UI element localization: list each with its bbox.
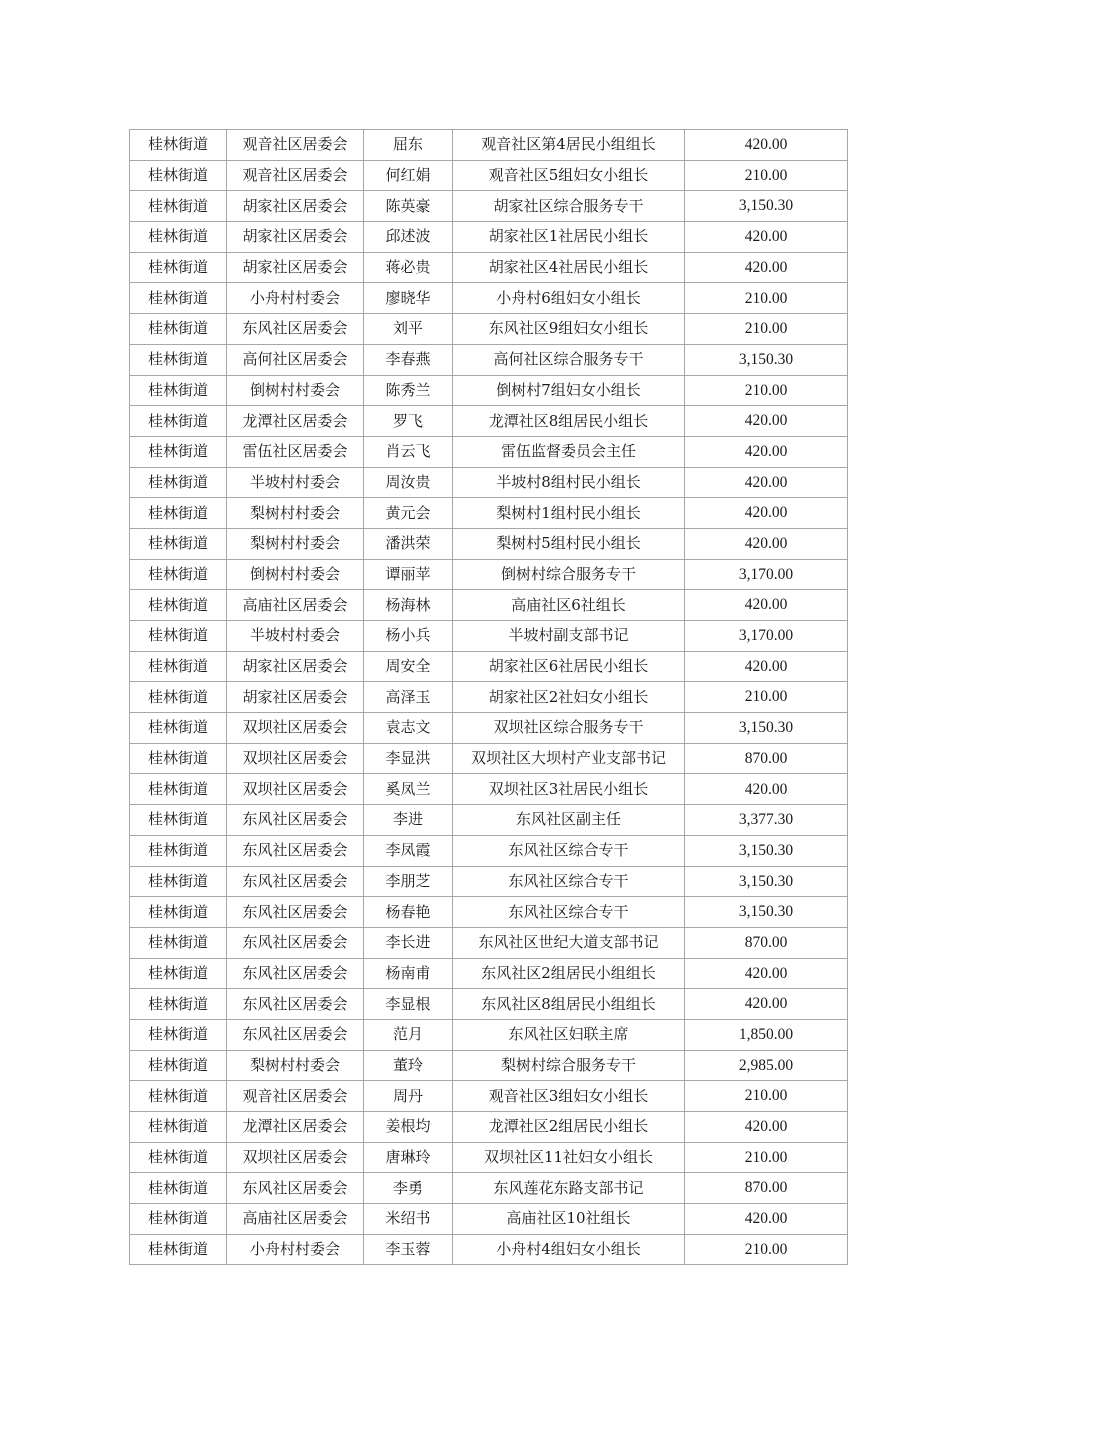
name-cell: 谭丽苹 — [364, 559, 453, 590]
street-cell: 桂林街道 — [130, 498, 227, 529]
position-cell: 观音社区第4居民小组组长 — [453, 130, 685, 161]
amount-cell: 3,150.30 — [685, 897, 848, 928]
amount-cell: 420.00 — [685, 528, 848, 559]
position-cell: 雷伍监督委员会主任 — [453, 436, 685, 467]
position-cell: 高何社区综合服务专干 — [453, 344, 685, 375]
position-cell: 龙潭社区2组居民小组长 — [453, 1112, 685, 1143]
table-row — [130, 590, 848, 621]
table-row — [130, 866, 848, 897]
table-row — [130, 283, 848, 314]
position-cell: 梨树村1组村民小组长 — [453, 498, 685, 529]
name-cell: 潘洪荣 — [364, 528, 453, 559]
street-cell: 桂林街道 — [130, 621, 227, 652]
table-row — [130, 927, 848, 958]
street-cell: 桂林街道 — [130, 252, 227, 283]
position-cell: 龙潭社区8组居民小组长 — [453, 406, 685, 437]
amount-cell: 3,150.30 — [685, 835, 848, 866]
street-cell: 桂林街道 — [130, 314, 227, 345]
name-cell: 李长进 — [364, 927, 453, 958]
position-cell: 梨树村综合服务专干 — [453, 1050, 685, 1081]
street-cell: 桂林街道 — [130, 375, 227, 406]
committee-cell: 胡家社区居委会 — [227, 682, 364, 713]
name-cell: 李显根 — [364, 989, 453, 1020]
amount-cell: 870.00 — [685, 743, 848, 774]
name-cell: 杨海林 — [364, 590, 453, 621]
name-cell: 李凤霞 — [364, 835, 453, 866]
name-cell: 李春燕 — [364, 344, 453, 375]
name-cell: 李进 — [364, 805, 453, 836]
position-cell: 观音社区5组妇女小组长 — [453, 160, 685, 191]
name-cell: 廖晓华 — [364, 283, 453, 314]
amount-cell: 210.00 — [685, 1234, 848, 1265]
amount-cell: 420.00 — [685, 1112, 848, 1143]
street-cell: 桂林街道 — [130, 1112, 227, 1143]
committee-cell: 东风社区居委会 — [227, 314, 364, 345]
position-cell: 胡家社区4社居民小组长 — [453, 252, 685, 283]
table-row — [130, 467, 848, 498]
street-cell: 桂林街道 — [130, 1173, 227, 1204]
table-row — [130, 1112, 848, 1143]
committee-cell: 高庙社区居委会 — [227, 1204, 364, 1235]
amount-cell: 3,150.30 — [685, 344, 848, 375]
street-cell: 桂林街道 — [130, 130, 227, 161]
amount-cell: 870.00 — [685, 1173, 848, 1204]
name-cell: 何红娟 — [364, 160, 453, 191]
table-row — [130, 375, 848, 406]
name-cell: 屈东 — [364, 130, 453, 161]
name-cell: 董玲 — [364, 1050, 453, 1081]
street-cell: 桂林街道 — [130, 958, 227, 989]
position-cell: 双坝社区综合服务专干 — [453, 713, 685, 744]
position-cell: 胡家社区综合服务专干 — [453, 191, 685, 222]
position-cell: 小舟村4组妇女小组长 — [453, 1234, 685, 1265]
name-cell: 范月 — [364, 1019, 453, 1050]
amount-cell: 210.00 — [685, 682, 848, 713]
committee-cell: 东风社区居委会 — [227, 1019, 364, 1050]
committee-cell: 高庙社区居委会 — [227, 590, 364, 621]
table-row — [130, 989, 848, 1020]
position-cell: 倒树村7组妇女小组长 — [453, 375, 685, 406]
position-cell: 东风社区综合专干 — [453, 835, 685, 866]
amount-cell: 870.00 — [685, 927, 848, 958]
table-row — [130, 835, 848, 866]
street-cell: 桂林街道 — [130, 774, 227, 805]
street-cell: 桂林街道 — [130, 713, 227, 744]
amount-cell: 420.00 — [685, 590, 848, 621]
amount-cell: 420.00 — [685, 989, 848, 1020]
committee-cell: 倒树村村委会 — [227, 375, 364, 406]
street-cell: 桂林街道 — [130, 927, 227, 958]
table-row — [130, 436, 848, 467]
amount-cell: 420.00 — [685, 498, 848, 529]
name-cell: 蒋必贵 — [364, 252, 453, 283]
table-row — [130, 1204, 848, 1235]
street-cell: 桂林街道 — [130, 191, 227, 222]
name-cell: 周安全 — [364, 651, 453, 682]
name-cell: 唐琳玲 — [364, 1142, 453, 1173]
amount-cell: 420.00 — [685, 406, 848, 437]
table-row — [130, 160, 848, 191]
position-cell: 胡家社区2社妇女小组长 — [453, 682, 685, 713]
name-cell: 陈秀兰 — [364, 375, 453, 406]
committee-cell: 东风社区居委会 — [227, 805, 364, 836]
street-cell: 桂林街道 — [130, 866, 227, 897]
table-row — [130, 805, 848, 836]
name-cell: 袁志文 — [364, 713, 453, 744]
committee-cell: 小舟村村委会 — [227, 1234, 364, 1265]
committee-cell: 高何社区居委会 — [227, 344, 364, 375]
position-cell: 胡家社区6社居民小组长 — [453, 651, 685, 682]
position-cell: 东风社区9组妇女小组长 — [453, 314, 685, 345]
name-cell: 奚凤兰 — [364, 774, 453, 805]
committee-cell: 东风社区居委会 — [227, 958, 364, 989]
street-cell: 桂林街道 — [130, 1204, 227, 1235]
amount-cell: 1,850.00 — [685, 1019, 848, 1050]
committee-cell: 观音社区居委会 — [227, 160, 364, 191]
committee-cell: 观音社区居委会 — [227, 130, 364, 161]
name-cell: 陈英豪 — [364, 191, 453, 222]
position-cell: 东风社区综合专干 — [453, 866, 685, 897]
street-cell: 桂林街道 — [130, 989, 227, 1020]
committee-cell: 梨树村村委会 — [227, 528, 364, 559]
table-row — [130, 406, 848, 437]
street-cell: 桂林街道 — [130, 590, 227, 621]
committee-cell: 胡家社区居委会 — [227, 651, 364, 682]
name-cell: 高泽玉 — [364, 682, 453, 713]
street-cell: 桂林街道 — [130, 743, 227, 774]
roster-table-body — [130, 130, 848, 1265]
street-cell: 桂林街道 — [130, 160, 227, 191]
table-row — [130, 1019, 848, 1050]
table-row — [130, 559, 848, 590]
position-cell: 双坝社区大坝村产业支部书记 — [453, 743, 685, 774]
amount-cell: 3,377.30 — [685, 805, 848, 836]
name-cell: 周汝贵 — [364, 467, 453, 498]
amount-cell: 210.00 — [685, 1142, 848, 1173]
table-row — [130, 130, 848, 161]
table-row — [130, 1050, 848, 1081]
table-row — [130, 651, 848, 682]
committee-cell: 东风社区居委会 — [227, 866, 364, 897]
position-cell: 东风社区妇联主席 — [453, 1019, 685, 1050]
position-cell: 胡家社区1社居民小组长 — [453, 222, 685, 253]
committee-cell: 梨树村村委会 — [227, 498, 364, 529]
table-row — [130, 713, 848, 744]
amount-cell: 420.00 — [685, 774, 848, 805]
table-row — [130, 1234, 848, 1265]
name-cell: 黄元会 — [364, 498, 453, 529]
amount-cell: 210.00 — [685, 160, 848, 191]
street-cell: 桂林街道 — [130, 682, 227, 713]
position-cell: 半坡村副支部书记 — [453, 621, 685, 652]
name-cell: 米绍书 — [364, 1204, 453, 1235]
position-cell: 高庙社区6社组长 — [453, 590, 685, 621]
street-cell: 桂林街道 — [130, 467, 227, 498]
committee-cell: 小舟村村委会 — [227, 283, 364, 314]
amount-cell: 420.00 — [685, 130, 848, 161]
amount-cell: 420.00 — [685, 436, 848, 467]
street-cell: 桂林街道 — [130, 222, 227, 253]
table-row — [130, 498, 848, 529]
amount-cell: 3,170.00 — [685, 621, 848, 652]
position-cell: 双坝社区3社居民小组长 — [453, 774, 685, 805]
table-row — [130, 252, 848, 283]
table-row — [130, 1142, 848, 1173]
name-cell: 肖云飞 — [364, 436, 453, 467]
table-row — [130, 1081, 848, 1112]
committee-cell: 东风社区居委会 — [227, 1173, 364, 1204]
committee-cell: 倒树村村委会 — [227, 559, 364, 590]
amount-cell: 210.00 — [685, 375, 848, 406]
name-cell: 杨春艳 — [364, 897, 453, 928]
table-row — [130, 897, 848, 928]
committee-cell: 半坡村村委会 — [227, 467, 364, 498]
committee-cell: 雷伍社区居委会 — [227, 436, 364, 467]
committee-cell: 东风社区居委会 — [227, 835, 364, 866]
street-cell: 桂林街道 — [130, 1142, 227, 1173]
amount-cell: 3,150.30 — [685, 713, 848, 744]
amount-cell: 420.00 — [685, 467, 848, 498]
street-cell: 桂林街道 — [130, 1234, 227, 1265]
position-cell: 双坝社区11社妇女小组长 — [453, 1142, 685, 1173]
committee-cell: 东风社区居委会 — [227, 989, 364, 1020]
roster-table — [129, 129, 848, 1265]
amount-cell: 3,150.30 — [685, 191, 848, 222]
amount-cell: 3,150.30 — [685, 866, 848, 897]
street-cell: 桂林街道 — [130, 835, 227, 866]
amount-cell: 210.00 — [685, 1081, 848, 1112]
street-cell: 桂林街道 — [130, 559, 227, 590]
committee-cell: 观音社区居委会 — [227, 1081, 364, 1112]
table-row — [130, 621, 848, 652]
committee-cell: 双坝社区居委会 — [227, 713, 364, 744]
amount-cell: 420.00 — [685, 1204, 848, 1235]
position-cell: 倒树村综合服务专干 — [453, 559, 685, 590]
name-cell: 刘平 — [364, 314, 453, 345]
name-cell: 杨南甫 — [364, 958, 453, 989]
table-row — [130, 191, 848, 222]
amount-cell: 2,985.00 — [685, 1050, 848, 1081]
position-cell: 小舟村6组妇女小组长 — [453, 283, 685, 314]
name-cell: 罗飞 — [364, 406, 453, 437]
name-cell: 李显洪 — [364, 743, 453, 774]
table-row — [130, 222, 848, 253]
position-cell: 梨树村5组村民小组长 — [453, 528, 685, 559]
amount-cell: 420.00 — [685, 222, 848, 253]
street-cell: 桂林街道 — [130, 1019, 227, 1050]
committee-cell: 东风社区居委会 — [227, 897, 364, 928]
table-row — [130, 1173, 848, 1204]
name-cell: 姜根均 — [364, 1112, 453, 1143]
committee-cell: 胡家社区居委会 — [227, 191, 364, 222]
street-cell: 桂林街道 — [130, 528, 227, 559]
name-cell: 李朋芝 — [364, 866, 453, 897]
committee-cell: 双坝社区居委会 — [227, 1142, 364, 1173]
street-cell: 桂林街道 — [130, 805, 227, 836]
table-row — [130, 314, 848, 345]
table-row — [130, 528, 848, 559]
name-cell: 李玉蓉 — [364, 1234, 453, 1265]
name-cell: 杨小兵 — [364, 621, 453, 652]
street-cell: 桂林街道 — [130, 651, 227, 682]
amount-cell: 420.00 — [685, 958, 848, 989]
committee-cell: 龙潭社区居委会 — [227, 1112, 364, 1143]
amount-cell: 210.00 — [685, 314, 848, 345]
position-cell: 半坡村8组村民小组长 — [453, 467, 685, 498]
position-cell: 东风社区世纪大道支部书记 — [453, 927, 685, 958]
name-cell: 邱述波 — [364, 222, 453, 253]
committee-cell: 龙潭社区居委会 — [227, 406, 364, 437]
committee-cell: 双坝社区居委会 — [227, 774, 364, 805]
committee-cell: 半坡村村委会 — [227, 621, 364, 652]
table-row — [130, 344, 848, 375]
committee-cell: 胡家社区居委会 — [227, 252, 364, 283]
amount-cell: 420.00 — [685, 651, 848, 682]
amount-cell: 420.00 — [685, 252, 848, 283]
position-cell: 东风莲花东路支部书记 — [453, 1173, 685, 1204]
street-cell: 桂林街道 — [130, 1081, 227, 1112]
name-cell: 周丹 — [364, 1081, 453, 1112]
name-cell: 李勇 — [364, 1173, 453, 1204]
table-row — [130, 743, 848, 774]
street-cell: 桂林街道 — [130, 897, 227, 928]
amount-cell: 210.00 — [685, 283, 848, 314]
position-cell: 东风社区2组居民小组组长 — [453, 958, 685, 989]
position-cell: 高庙社区10社组长 — [453, 1204, 685, 1235]
street-cell: 桂林街道 — [130, 283, 227, 314]
committee-cell: 梨树村村委会 — [227, 1050, 364, 1081]
position-cell: 东风社区综合专干 — [453, 897, 685, 928]
street-cell: 桂林街道 — [130, 1050, 227, 1081]
table-row — [130, 774, 848, 805]
table-row — [130, 958, 848, 989]
committee-cell: 双坝社区居委会 — [227, 743, 364, 774]
street-cell: 桂林街道 — [130, 406, 227, 437]
amount-cell: 3,170.00 — [685, 559, 848, 590]
committee-cell: 东风社区居委会 — [227, 927, 364, 958]
street-cell: 桂林街道 — [130, 436, 227, 467]
position-cell: 东风社区8组居民小组组长 — [453, 989, 685, 1020]
street-cell: 桂林街道 — [130, 344, 227, 375]
committee-cell: 胡家社区居委会 — [227, 222, 364, 253]
position-cell: 观音社区3组妇女小组长 — [453, 1081, 685, 1112]
position-cell: 东风社区副主任 — [453, 805, 685, 836]
table-row — [130, 682, 848, 713]
